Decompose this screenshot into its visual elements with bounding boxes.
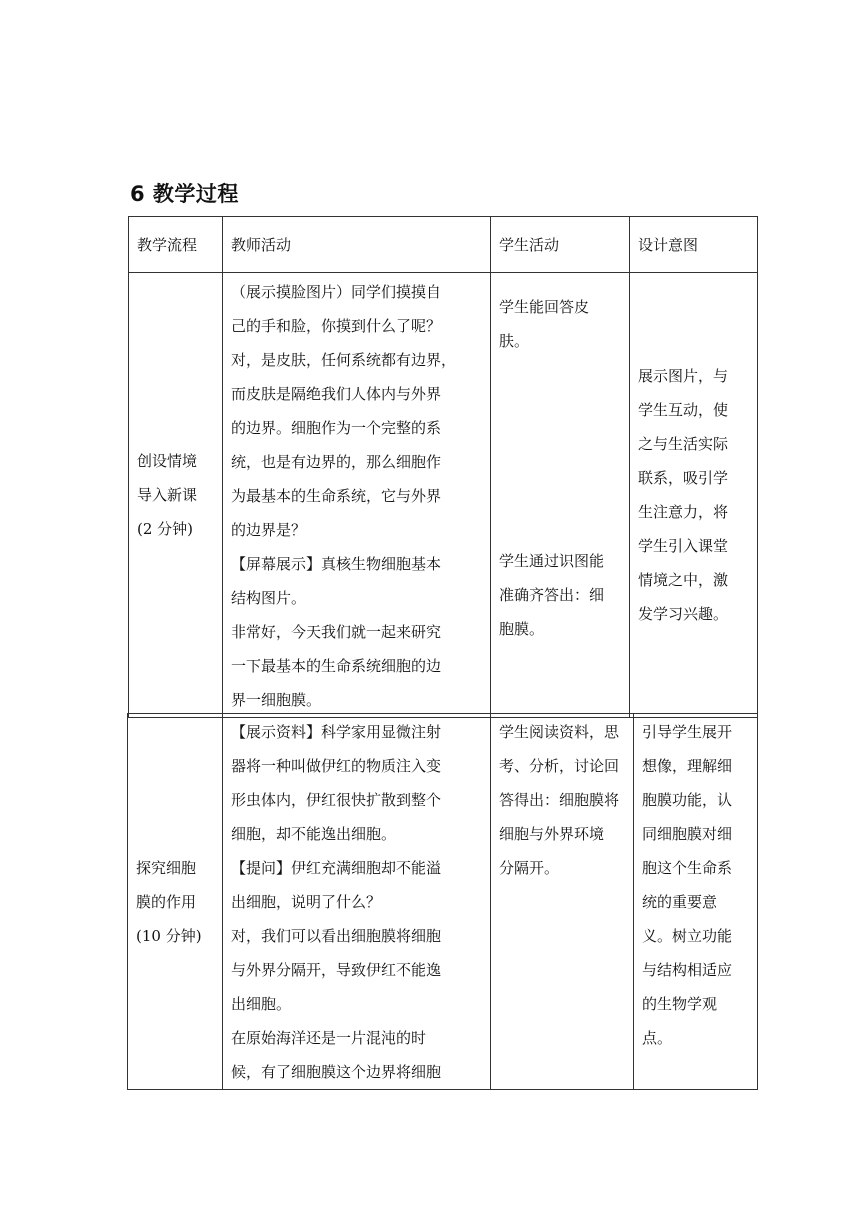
header-teacher: 教师活动	[223, 217, 491, 273]
intent-line: 胞这个生命系	[642, 859, 733, 877]
teacher-line: 【提问】伊红充满细胞却不能溢	[231, 859, 442, 877]
header-student: 学生活动	[491, 217, 630, 273]
header-intent: 设计意图	[630, 217, 758, 273]
intent-line: 生注意力，将	[638, 503, 729, 521]
intent-line: 联系，吸引学	[638, 469, 729, 487]
intent-line: 学生引入课堂	[638, 537, 729, 555]
intent-line: 胞膜功能，认	[642, 791, 733, 809]
table-row	[129, 273, 758, 718]
teaching-process-table-continued	[127, 713, 758, 1090]
student-line: 肤。	[499, 332, 530, 350]
intent-line: 情境之中，激	[638, 571, 729, 589]
teacher-line: 形虫体内，伊红很快扩散到整个	[231, 791, 442, 809]
teacher-line: 候，有了细胞膜这个边界将细胞	[231, 1063, 442, 1081]
teacher-line: 器将一种叫做伊红的物质注入变	[231, 757, 442, 775]
student-line: 分隔开。	[499, 859, 560, 877]
student-line: 学生阅读资料，思	[499, 723, 620, 741]
teaching-process-table	[128, 216, 758, 718]
teacher-line: 【展示资料】科学家用显微注射	[231, 723, 442, 741]
student-line: 学生通过识图能	[499, 552, 605, 570]
intent-line: 义。树立功能	[642, 927, 733, 945]
stage-line: 创设情境	[137, 452, 198, 470]
teacher-line: 统，也是有边界的，那么细胞作	[231, 453, 442, 471]
teacher-activity-cell	[223, 714, 491, 1090]
table-header-row	[129, 217, 758, 273]
teacher-activity-cell	[223, 273, 491, 718]
intent-line: 点。	[642, 1029, 673, 1047]
student-line: 答得出：细胞膜将	[499, 791, 620, 809]
teacher-line: 与外界分隔开，导致伊红不能逸	[231, 961, 442, 979]
intent-line: 统的重要意	[642, 893, 718, 911]
teacher-line: 对，是皮肤，任何系统都有边界，	[231, 351, 457, 369]
teacher-line: 结构图片。	[231, 589, 307, 607]
table-row	[128, 714, 758, 1090]
spacer	[499, 358, 621, 544]
intent-line: 的生物学观	[642, 995, 718, 1013]
teacher-line: 为最基本的生命系统，它与外界	[231, 487, 442, 505]
teacher-line: （展示摸脸图片）同学们摸摸自	[231, 283, 442, 301]
design-intent-cell	[630, 273, 758, 718]
teacher-line: 的边界是？	[231, 521, 307, 539]
stage-line: (2 分钟)	[137, 520, 194, 538]
stage-cell	[128, 714, 223, 1090]
intent-line: 想像，理解细	[642, 757, 733, 775]
intent-line: 发学习兴趣。	[638, 605, 729, 623]
stage-line: 膜的作用	[136, 892, 197, 911]
stage-line: 导入新课	[137, 486, 198, 504]
teacher-line: 在原始海洋还是一片混沌的时	[231, 1029, 427, 1047]
student-line: 胞膜。	[499, 620, 545, 638]
student-line: 细胞与外界环境	[499, 825, 605, 843]
intent-line: 展示图片，与	[638, 367, 729, 385]
student-line: 学生能回答皮	[499, 298, 590, 316]
intent-line: 之与生活实际	[638, 435, 729, 453]
student-line: 准确齐答出：细	[499, 586, 605, 604]
teacher-line: 一下最基本的生命系统细胞的边	[231, 657, 442, 675]
teacher-line: 非常好，今天我们就一起来研究	[231, 623, 442, 641]
section-title: 6 教学过程	[130, 182, 239, 206]
student-activity-cell	[491, 714, 634, 1090]
intent-line: 学生互动，使	[638, 401, 729, 419]
header-stage: 教学流程	[129, 217, 223, 273]
stage-line: (10 分钟)	[136, 926, 202, 945]
intent-line: 与结构相适应	[642, 961, 733, 979]
teacher-line: 而皮肤是隔绝我们人体内与外界	[231, 385, 442, 403]
stage-cell	[129, 273, 223, 718]
student-line: 考、分析，讨论回	[499, 757, 620, 775]
teacher-line: 出细胞。	[231, 995, 292, 1013]
intent-line: 同细胞膜对细	[642, 825, 733, 843]
intent-line: 引导学生展开	[642, 723, 733, 741]
teacher-line: 界一细胞膜。	[231, 691, 322, 709]
teacher-line: 对，我们可以看出细胞膜将细胞	[231, 927, 442, 945]
teacher-line: 出细胞，说明了什么？	[231, 893, 382, 911]
student-activity-cell	[491, 273, 630, 718]
teacher-line: 细胞，却不能逸出细胞。	[231, 825, 397, 843]
design-intent-cell	[634, 714, 758, 1090]
teacher-line: 己的手和脸，你摸到什么了呢？	[231, 317, 442, 335]
teacher-line: 的边界。细胞作为一个完整的系	[231, 419, 442, 437]
teacher-line: 【屏幕展示】真核生物细胞基本	[231, 555, 442, 573]
stage-line: 探究细胞	[136, 858, 197, 877]
